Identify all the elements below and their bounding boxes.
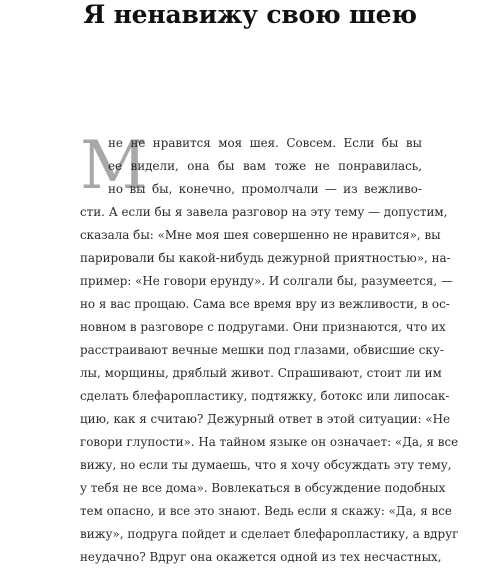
chapter-title: Я ненавижу свою шею bbox=[83, 0, 417, 29]
text-line: не не нравится моя шея. Совсем. Если бы вы bbox=[108, 136, 422, 150]
text-line: тем опасно, и все это знают. Ведь если я скажу: «Да, я все bbox=[80, 504, 452, 518]
text-line: сказала бы: «Мне моя шея совершенно не нравится», вы bbox=[80, 228, 441, 242]
text-line: лы, морщины, дряблый живот. Спрашивают, стоит ли им bbox=[80, 366, 442, 380]
text-line: говори глупости». На тайном языке он означает: «Да, я все bbox=[80, 435, 459, 449]
text-line: вижу», подруга пойдет и сделает блефаропластику, а вдруг bbox=[80, 527, 459, 541]
text-line: расстраивают вечные мешки под глазами, обвисшие ску- bbox=[80, 343, 444, 357]
chapter-body-text bbox=[80, 127, 459, 569]
text-line: сти. А если бы я завела разговор на эту тему — допустим, bbox=[80, 205, 448, 219]
text-line: ее видели, она бы вам тоже не понравилась, bbox=[108, 159, 422, 173]
drop-cap-letter: М bbox=[80, 127, 148, 204]
text-line: у тебя не все дома». Вовлекаться в обсуждение подобных bbox=[80, 481, 446, 495]
text-line: новном в разговоре с подругами. Они признаются, что их bbox=[80, 320, 446, 334]
text-line: вижу, но если ты думаешь, что я хочу обсуждать эту тему, bbox=[80, 458, 452, 472]
text-line: неудачно? Вдруг она окажется одной из тех несчастных, bbox=[80, 550, 442, 564]
text-line: пример: «Не говори ерунду». И солгали бы, разумеется, — bbox=[80, 274, 453, 288]
text-line: но я вас прощаю. Сама все время вру из вежливости, в ос- bbox=[80, 297, 450, 311]
text-line: парировали бы какой-нибудь дежурной приятностью», на- bbox=[80, 251, 451, 265]
text-line: цию, как я считаю? Дежурный ответ в этой ситуации: «Не bbox=[80, 412, 451, 426]
text-line: но вы бы, конечно, промолчали — из вежливо- bbox=[108, 182, 422, 196]
text-line: сделать блефаропластику, подтяжку, ботокс или липосак- bbox=[80, 389, 450, 403]
